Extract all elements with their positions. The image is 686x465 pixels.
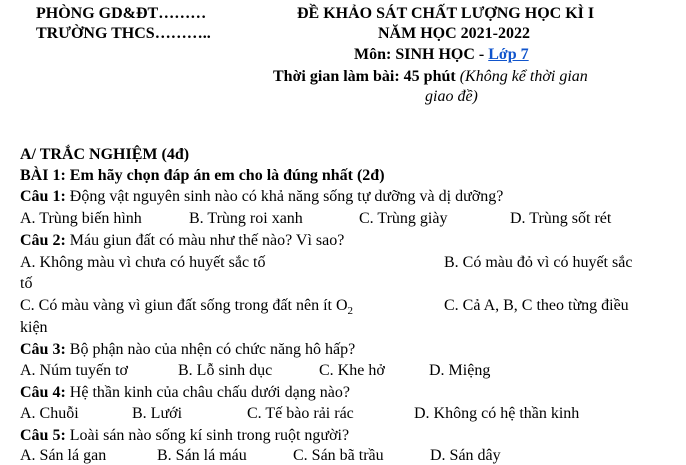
exercise-title: BÀI 1: Em hãy chọn đáp án em cho là đúng nhất (2đ) [20,167,385,184]
q1-option-c[interactable]: C. Trùng giày [359,210,448,227]
subject-label: Môn: SINH HỌC - [354,46,489,63]
question-4 [20,383,350,402]
question-label: Câu 3: [20,341,66,358]
subject-line [354,45,529,64]
q2-option-d-cont: kiện [20,319,48,336]
question-2 [20,231,344,250]
q1-option-a[interactable]: A. Trùng biến hình [20,210,142,227]
question-label: Câu 4: [20,384,66,401]
question-label: Câu 2: [20,232,66,249]
q2-option-a[interactable]: A. Không màu vì chưa có huyết sắc tố [20,254,266,271]
question-label: Câu 1: [20,188,66,205]
q1-option-b[interactable]: B. Trùng roi xanh [189,210,303,227]
time-label: Thời gian làm bài: 45 phút [273,68,460,85]
exam-title: ĐỀ KHẢO SÁT CHẤT LƯỢNG HỌC KÌ I [297,5,595,22]
q3-option-d[interactable]: D. Miệng [429,362,491,379]
q3-option-c[interactable]: C. Khe hở [319,362,385,379]
q3-option-a[interactable]: A. Núm tuyến tơ [20,362,129,379]
school-name: TRƯỜNG THCS……….. [36,25,211,42]
q5-option-b[interactable]: B. Sán lá máu [157,447,247,464]
time-note-cont: giao đề) [425,88,478,105]
question-label: Câu 5: [20,427,66,444]
question-text: Động vật nguyên sinh nào có khả năng sống tự dưỡng và dị dưỡng? [65,188,504,205]
q4-option-b[interactable]: B. Lưới [132,405,183,422]
question-3 [20,340,355,359]
q2-option-b-cont: tố [20,275,33,292]
q5-option-a[interactable]: A. Sán lá gan [20,447,107,464]
q1-option-d[interactable]: D. Trùng sốt rét [510,210,612,227]
department-name: PHÒNG GD&ĐT……… [36,5,207,22]
grade-link[interactable]: Lớp 7 [488,46,529,63]
oxygen-subscript: 2 [347,305,354,318]
question-5 [20,426,349,445]
time-note: (Không kể thời gian [459,68,588,85]
school-year: NĂM HỌC 2021-2022 [378,25,530,42]
q2-option-b[interactable]: B. Có màu đỏ vì có huyết sắc [444,254,633,271]
q3-option-b[interactable]: B. Lỗ sinh dục [178,362,273,379]
q2-option-d[interactable]: C. Cả A, B, C theo từng điều [444,297,629,314]
q4-option-d[interactable]: D. Không có hệ thần kinh [414,405,580,422]
time-line [273,67,588,86]
question-text: Loài sán nào sống kí sinh trong ruột người? [65,427,350,444]
q4-option-c[interactable]: C. Tế bào rải rác [247,405,354,422]
question-text: Máu giun đất có màu như thế nào? Vì sao? [65,232,345,249]
q5-option-c[interactable]: C. Sán bã trầu [293,447,384,464]
q4-option-a[interactable]: A. Chuỗi [20,405,79,422]
q5-option-d[interactable]: D. Sán dây [430,447,501,464]
question-1 [20,187,503,206]
section-title: A/ TRẮC NGHIỆM (4đ) [20,146,190,163]
question-text: Hệ thần kinh của châu chấu dưới dạng nào? [65,384,350,401]
question-text: Bộ phận nào của nhện có chức năng hô hấp? [65,341,356,358]
q2-option-c[interactable] [20,296,354,318]
q2-option-c-text: C. Có màu vàng vì giun đất sống trong đất nên ít O [20,297,348,314]
